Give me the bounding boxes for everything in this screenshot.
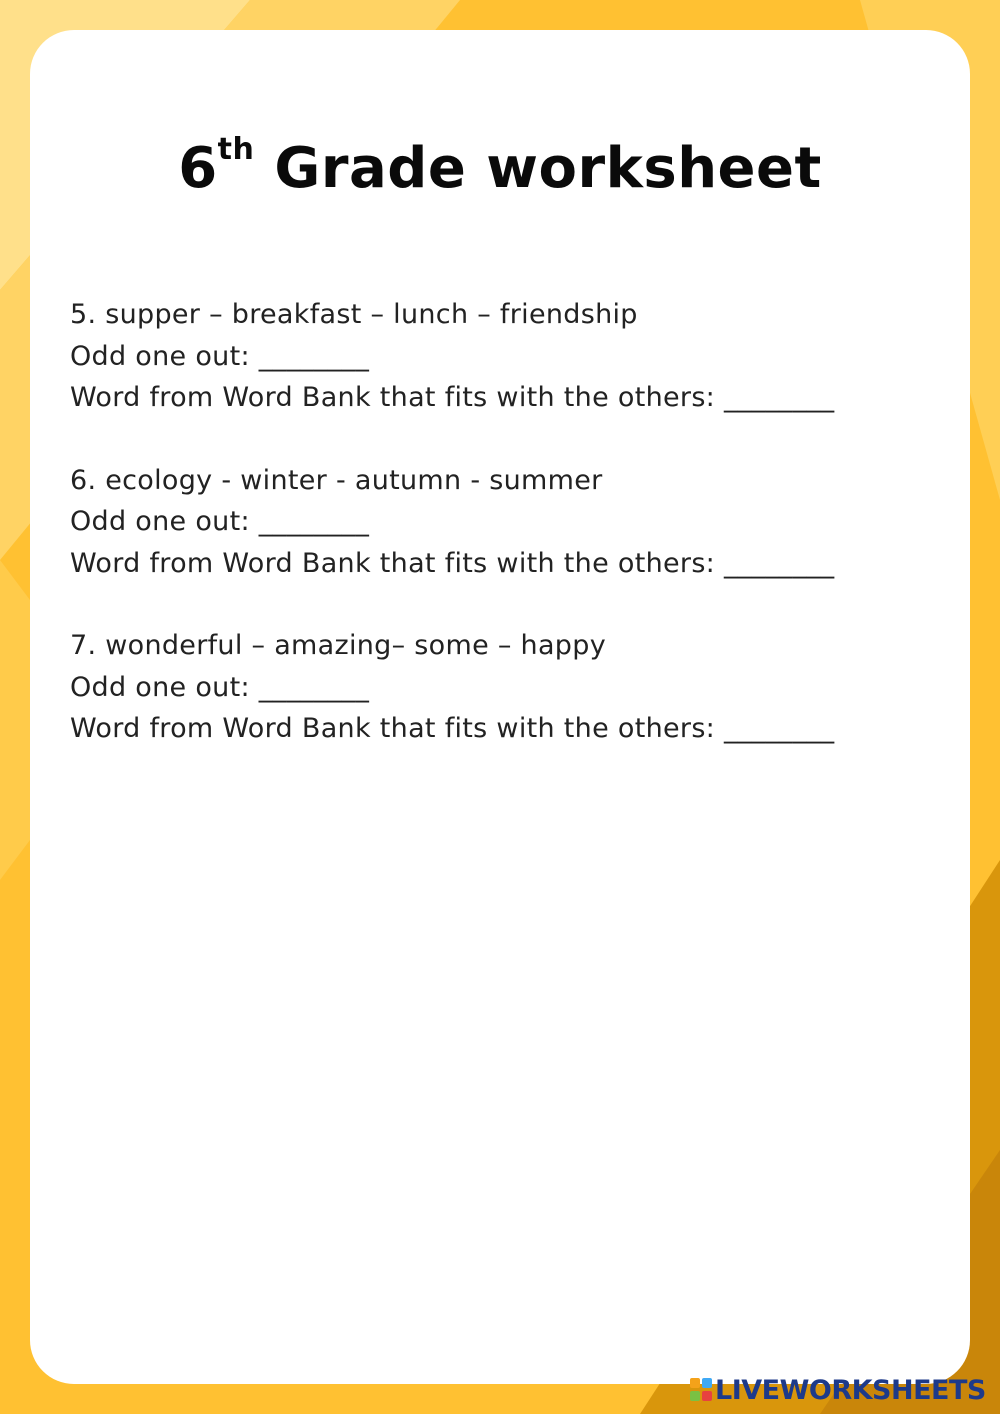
question-7	[70, 625, 950, 750]
worksheet-card	[30, 30, 970, 1384]
liveworksheets-logo[interactable]	[690, 1374, 986, 1406]
question-6	[70, 460, 950, 585]
question-list	[70, 294, 950, 791]
question-words: 7. wonderful – amazing– some – happy	[70, 630, 606, 661]
page-title	[30, 134, 970, 204]
title-number: 6	[178, 136, 218, 201]
logo-text: LIVEWORKSHEETS	[715, 1374, 986, 1406]
question-words: 6. ecology - winter - autumn - summer	[70, 464, 603, 496]
question-words: 5. supper – breakfast – lunch – friendship	[70, 299, 638, 330]
word-bank-prompt[interactable]: Word from Word Bank that fits with the others: ________	[70, 382, 835, 413]
word-bank-prompt[interactable]: Word from Word Bank that fits with the others: ________	[70, 713, 835, 744]
title-text: Grade worksheet	[254, 136, 822, 201]
odd-one-out-prompt[interactable]: Odd one out: ________	[70, 506, 370, 537]
word-bank-prompt[interactable]: Word from Word Bank that fits with the others: ________	[70, 547, 835, 579]
question-5	[70, 294, 950, 419]
liveworksheets-logo-icon	[690, 1378, 712, 1402]
title-superscript: th	[217, 132, 255, 168]
odd-one-out-prompt[interactable]: Odd one out: ________	[70, 340, 370, 372]
odd-one-out-prompt[interactable]: Odd one out: ________	[70, 671, 370, 703]
